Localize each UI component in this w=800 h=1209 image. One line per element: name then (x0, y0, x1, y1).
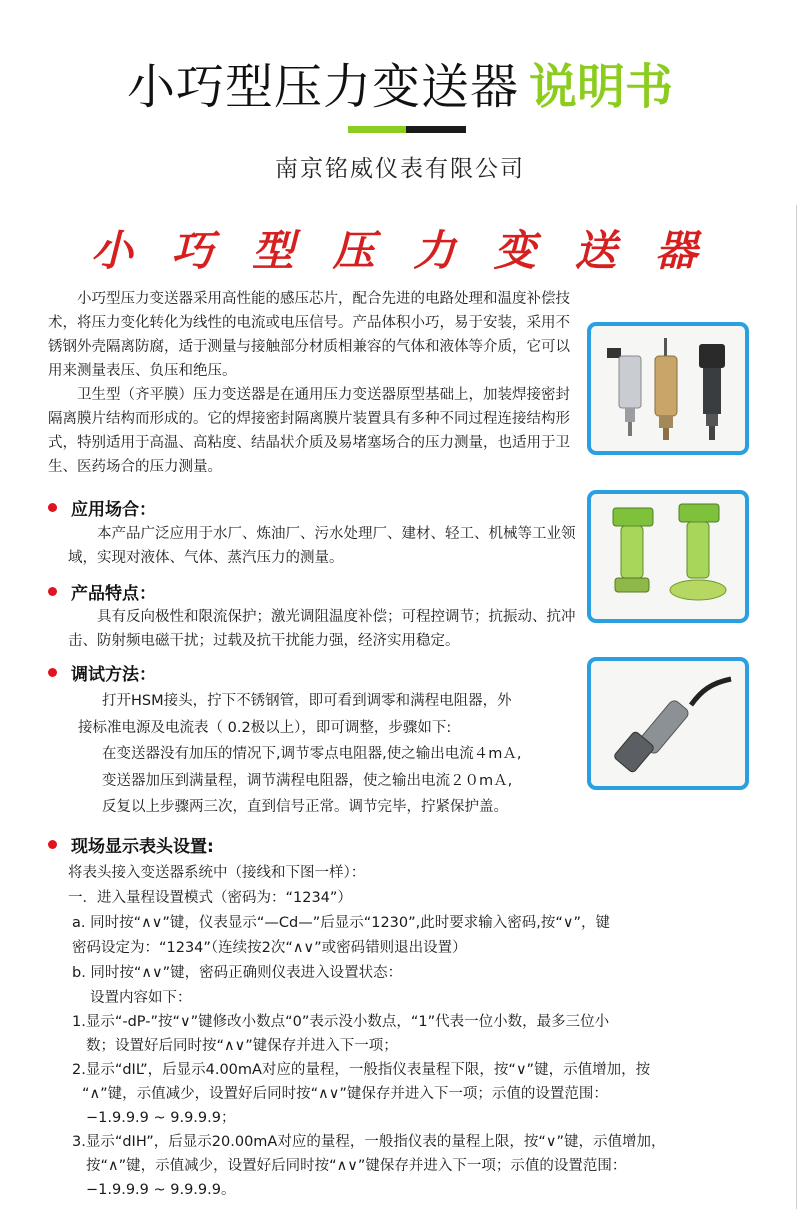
debug-line-1: 打开HSM接头，拧下不锈钢管，即可看到调零和满程电阻器，外 (102, 693, 512, 709)
transmitter-3-image (699, 344, 725, 440)
company-name: 南京铭威仪表有限公司 (275, 156, 525, 182)
display-line-4: 密码设定为：“1234”（连续按2次“∧∨”或密码错则退出设置） (72, 940, 467, 956)
bullet-icon (48, 840, 57, 849)
display-line-5: b. 同时按“∧∨”键，密码正确则仪表进入设置状态： (72, 965, 403, 981)
document-title (0, 48, 800, 117)
product-photo-transmitters (587, 322, 749, 455)
display-line-7: 1.显示“-dP-”按“∨”键修改小数点“0”表示没小数点，“1”代表一位小数，最多三位小 (72, 1014, 610, 1030)
product-photo-cable-sensor (587, 657, 749, 790)
intro-paragraph-2: 卫生型（齐平膜）压力变送器是在通用压力变送器原型基础上，加装焊接密封隔离膜片结构而形成的。它的焊接密封隔离膜片装置具有多种不同过程连接结构形式，特别适用于高温、高粘度、结晶状介质及易堵塞场合的压力测量，也适用于卫生、医药场合的压力测量。 (48, 387, 570, 475)
page-edge-line (796, 205, 797, 1209)
application-text: 本产品广泛应用于水厂、炼油厂、污水处理厂、建材、轻工、机械等工业领域，实现对液体、气体、蒸汽压力的测量。 (68, 526, 576, 566)
intro-text (48, 287, 576, 479)
cable-sensor-image (613, 679, 731, 773)
product-photo-green-sensors (587, 490, 749, 623)
bullet-icon (48, 503, 57, 512)
bullet-icon (48, 587, 57, 596)
display-line-11: −1.9.9.9 ~ 9.9.9.9； (86, 1110, 236, 1126)
transmitter-1-image (607, 348, 641, 436)
display-line-10: “∧”键，示值减少，设置好后同时按“∧∨”键保存并进入下一项；示值的设置范围： (82, 1086, 608, 1102)
bullet-icon (48, 668, 57, 677)
transmitter-2-image (655, 338, 677, 440)
decor-bar-black (406, 126, 466, 133)
display-line-3: a. 同时按“∧∨”键，仪表显示“—Cd—”后显示“1230”,此时要求输入密码,按“∨”，键 (72, 915, 610, 931)
debug-line-2: 接标准电源及电流表（ 0.2极以上），即可调整，步骤如下: (78, 720, 452, 736)
decor-bar-green (348, 126, 406, 133)
intro-paragraph-1: 小巧型压力变送器采用高性能的感压芯片，配合先进的电路处理和温度补偿技术，将压力变化转化为线性的电流或电压信号。产品体积小巧，易于安装，采用不锈钢外壳隔离防腐，适于测量与接触部分材质相兼容的气体和液体等介质，它可以用来测量表压、负压和绝压。 (48, 291, 570, 379)
title-accent: 说明书 (529, 59, 674, 115)
display-line-2: 一．进入量程设置模式（密码为：“1234”） (68, 890, 352, 906)
section-debug-heading: 调试方法： (48, 660, 156, 685)
features-text: 具有反向极性和限流保护；激光调阻温度补偿；可程控调节；抗振动、抗冲击、防射频电磁干扰；过载及抗干扰能力强，经济实用稳定。 (68, 609, 576, 649)
display-line-14: −1.9.9.9 ~ 9.9.9.9。 (86, 1182, 236, 1198)
product-banner: 小 巧 型 压 力 变 送 器 (90, 226, 710, 275)
green-sensor-1-image (613, 508, 653, 592)
debug-line-3: 在变送器没有加压的情况下,调节零点电阻器,使之输出电流４mＡ, (102, 746, 522, 762)
green-sensor-2-image (670, 504, 726, 600)
display-line-9: 2.显示“dIL”，后显示4.00mA对应的量程，一般指仪表量程下限，按“∨”键，示值增加，按 (72, 1062, 651, 1078)
title-main: 小巧型压力变送器 (126, 59, 519, 115)
display-line-8: 数；设置好后同时按“∧∨”键保存并进入下一项； (86, 1038, 398, 1054)
display-line-6: 设置内容如下： (90, 990, 192, 1006)
debug-line-5: 反复以上步骤两三次，直到信号正常。调节完毕，拧紧保护盖。 (102, 799, 508, 815)
section-features-heading: 产品特点： (48, 579, 156, 604)
section-application-heading: 应用场合： (48, 495, 156, 520)
section-display-heading: 现场显示表头设置: (48, 832, 214, 857)
debug-line-4: 变送器加压到满量程，调节满程电阻器，使之输出电流２０mＡ, (102, 773, 513, 789)
display-line-12: 3.显示“dIH”，后显示20.00mA对应的量程，一般指仪表的量程上限，按“∨”键，示值增加， (72, 1134, 666, 1150)
display-line-13: 按“∧”键，示值减少，设置好后同时按“∧∨”键保存并进入下一项；示值的设置范围： (86, 1158, 627, 1174)
display-line-1: 将表头接入变送器系统中（接线和下图一样）： (68, 865, 366, 881)
